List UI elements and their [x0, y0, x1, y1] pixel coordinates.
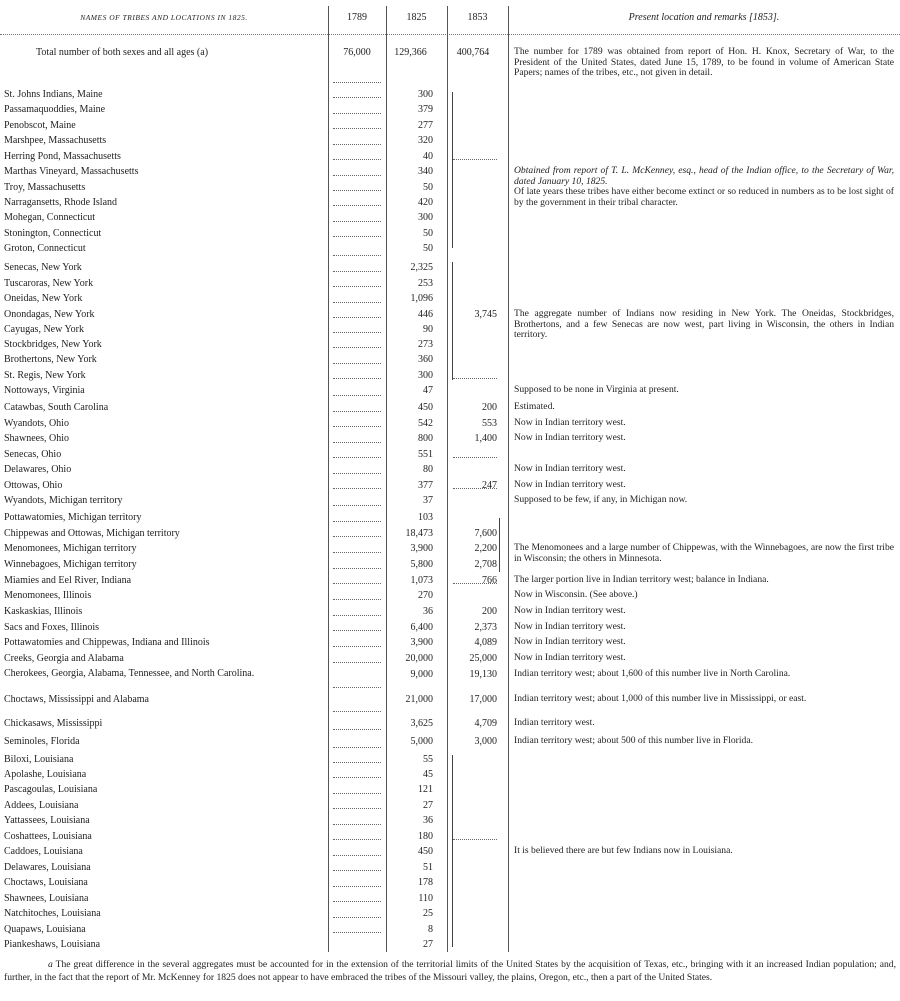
remark-text: Now in Indian territory west.: [514, 463, 626, 474]
value-1825: 121: [418, 784, 433, 795]
table-row: [0, 635, 900, 650]
tribe-name: [4, 164, 326, 179]
value-1825: 9,000: [410, 669, 433, 680]
table-row: [0, 875, 900, 890]
value-1825: 110: [418, 893, 433, 904]
remark-text: Indian territory west.: [514, 717, 595, 728]
tribe-name-text: Nottoways, Virginia: [4, 385, 85, 396]
value-1825: 270: [418, 590, 433, 601]
value-1853: 3,745: [474, 309, 497, 320]
value-1825: 178: [418, 877, 433, 888]
remark: [514, 846, 894, 857]
remark: [514, 669, 894, 680]
tribe-name-text: Shawnees, Ohio: [4, 433, 69, 444]
remark: [514, 495, 894, 506]
tribe-name-text: Menomonees, Michigan territory: [4, 543, 137, 554]
tribe-name-text: Marthas Vineyard, Massachusetts: [4, 166, 139, 177]
value-1825: 300: [418, 370, 433, 381]
tribe-name: [4, 368, 326, 383]
table-row: [0, 352, 900, 367]
tribe-name-text: Wyandots, Michigan territory: [4, 495, 123, 506]
table-row: [0, 588, 900, 603]
table-row: [0, 102, 900, 117]
table-row: [0, 667, 900, 682]
tribe-name: [4, 813, 326, 828]
table-row: [0, 431, 900, 446]
tribe-name-text: Oneidas, New York: [4, 293, 83, 304]
tribe-name-text: Chippewas and Ottowas, Michigan territory: [4, 528, 180, 539]
value-1825: 21,000: [405, 694, 433, 705]
tribe-name-text: Tuscaroras, New York: [4, 278, 94, 289]
value-1825: 300: [418, 212, 433, 223]
table-row: [0, 573, 900, 588]
value-1853: 4,709: [474, 718, 497, 729]
header-1853: 1853: [467, 12, 488, 23]
tribe-name: [4, 180, 326, 195]
value-1825: 90: [423, 324, 433, 335]
value-1853: 200: [482, 402, 497, 413]
tribe-name: [4, 383, 326, 398]
remark: [514, 402, 894, 413]
tribe-name: [4, 573, 326, 588]
value-1825: 450: [418, 402, 433, 413]
value-1825: 18,473: [405, 528, 433, 539]
tribe-name-text: Delawares, Ohio: [4, 464, 72, 475]
tribe-name: [4, 118, 326, 133]
table-row: [0, 337, 900, 352]
header-remarks: Present location and remarks [1853].: [628, 12, 780, 23]
remark: [514, 694, 894, 705]
table-row: [0, 782, 900, 797]
tribe-name: [4, 782, 326, 797]
bracket-louisiana: [452, 755, 453, 947]
value-1825: 277: [418, 120, 433, 131]
tribe-name: [4, 604, 326, 619]
table-row: [0, 180, 900, 195]
tribe-name-text: Troy, Massachusetts: [4, 182, 86, 193]
remark: [514, 590, 894, 601]
remark-text: Now in Indian territory west.: [514, 652, 626, 663]
tribe-name: [4, 752, 326, 767]
table-row: [0, 368, 900, 383]
table-row: [0, 541, 900, 564]
tribe-name: [4, 906, 326, 921]
tribe-name-text: Apolashe, Louisiana: [4, 769, 87, 780]
tribe-name-text: Caddoes, Louisiana: [4, 846, 83, 857]
table-row: [0, 195, 900, 210]
tribe-name: [4, 767, 326, 782]
tribe-name-text: Seminoles, Florida: [4, 736, 80, 747]
tribe-name: [4, 226, 326, 241]
value-1853: 1,400: [474, 433, 497, 444]
tribe-name: [4, 337, 326, 352]
value-1853: 7,600: [474, 528, 497, 539]
remark: [514, 653, 894, 664]
remark-text: Indian territory west; about 1,000 of this number live in Mississippi, or east.: [514, 693, 807, 704]
remark-text: Supposed to be few, if any, in Michigan now.: [514, 494, 688, 505]
value-1825: 300: [418, 89, 433, 100]
value-1825: 360: [418, 354, 433, 365]
tribe-name: [4, 541, 326, 556]
value-1825: 5,000: [410, 736, 433, 747]
value-1825: 45: [423, 769, 433, 780]
tribe-name-text: Brothertons, New York: [4, 354, 97, 365]
tribe-name-text: Miamies and Eel River, Indiana: [4, 575, 132, 586]
value-1825: 3,900: [410, 543, 433, 554]
bracket-new-york: [452, 262, 453, 380]
table-row: [0, 829, 900, 844]
tribe-name-text: Piankeshaws, Louisiana: [4, 939, 101, 950]
table-row: [0, 400, 900, 415]
tribe-name-text: Groton, Connecticut: [4, 243, 86, 254]
remark: [514, 736, 894, 747]
tribe-name-text: Delawares, Louisiana: [4, 862, 91, 873]
tribe-name-text: Creeks, Georgia and Alabama: [4, 653, 124, 664]
tribe-name: [4, 260, 326, 275]
total-row: [0, 45, 900, 78]
tribe-name-text: St. Regis, New York: [4, 370, 86, 381]
footnote-text: The great difference in the several aggregates must be accounted for in the extension of the territorial limits of the United States by the acquisition of Texas, etc., bringing with it an increased Indian population; and, further, in the fact that the report of Mr. McKenney for 1825 does not appear to have embraced the tribes of the Missouri valley, the plains, Oregon, etc., then a part of the United States.: [4, 959, 896, 983]
value-1825: 51: [423, 862, 433, 873]
value-1825: 551: [418, 449, 433, 460]
remark-text: The Menomonees and a large number of Chippewas, with the Winnebagoes, are now the first tribe in Wisconsin; the others in Minnesota.: [514, 542, 894, 564]
tribe-name: [4, 844, 326, 859]
tribe-name: [4, 416, 326, 431]
table-row: [0, 291, 900, 306]
value-1853: 2,200: [474, 543, 497, 554]
remark-text-2: Of late years these tribes have either become extinct or so reduced in numbers as to be lost sight of by the government in their tribal character.: [514, 186, 894, 208]
table-row: [0, 260, 900, 275]
remark-text: Now in Indian territory west.: [514, 605, 626, 616]
value-1825: 1,073: [410, 575, 433, 586]
table-row: [0, 526, 900, 541]
value-1853: 200: [482, 606, 497, 617]
table-row: [0, 692, 900, 707]
value-1825: 340: [418, 166, 433, 177]
table-row: [0, 478, 900, 493]
table-row: [0, 922, 900, 937]
tribe-name-text: Pottawatomies, Michigan territory: [4, 512, 142, 523]
table-row: [0, 493, 900, 508]
tribe-name-text: Cherokees, Georgia, Alabama, Tennessee, and North Carolina.: [4, 669, 255, 679]
value-1825: 320: [418, 135, 433, 146]
value-1825: 25: [423, 908, 433, 919]
tribe-name-text: Coshattees, Louisiana: [4, 831, 92, 842]
remark: [514, 575, 894, 586]
table-row: [0, 149, 900, 164]
table-row: [0, 118, 900, 133]
table-row: [0, 557, 900, 572]
tribe-name-text: Stonington, Connecticut: [4, 228, 102, 239]
value-1825: 36: [423, 606, 433, 617]
tribe-name: [4, 210, 326, 225]
table-row: [0, 891, 900, 906]
remark: [514, 464, 894, 475]
remark-text: Now in Wisconsin. (See above.): [514, 589, 638, 600]
value-1825: 446: [418, 309, 433, 320]
tribe-name-text: Wyandots, Ohio: [4, 418, 69, 429]
value-1853: 19,130: [469, 669, 497, 680]
table-row: [0, 860, 900, 875]
tribe-name: [4, 352, 326, 367]
footnote-marker: a: [48, 959, 53, 970]
value-1825: 180: [418, 831, 433, 842]
table-row: [0, 813, 900, 828]
remark: [514, 637, 894, 648]
value-1825: 5,800: [410, 559, 433, 570]
value-1825: 379: [418, 104, 433, 115]
tribe-name: [4, 149, 326, 164]
value-1825: 55: [423, 754, 433, 765]
remark: [514, 606, 894, 617]
tribe-name-text: Quapaws, Louisiana: [4, 924, 86, 935]
total-remark: The number for 1789 was obtained from report of Hon. H. Knox, Secretary of War, to the President of the United States, dated June 15, 1789, to be found in volume of American State Papers; names of the tribes, etc., not given in detail.: [514, 46, 894, 78]
remark: [514, 480, 894, 491]
remark-text: Now in Indian territory west.: [514, 621, 626, 632]
table-row: [0, 416, 900, 431]
value-1825: 8: [428, 924, 433, 935]
bracket-new-england: [452, 92, 453, 248]
value-1825: 40: [423, 151, 433, 162]
value-1825: 50: [423, 228, 433, 239]
tribe-name: [4, 195, 326, 210]
tribe-name-text: Onondagas, New York: [4, 309, 95, 320]
tribe-name: [4, 322, 326, 337]
value-1853: 247: [482, 480, 497, 491]
tribe-name: [4, 478, 326, 493]
remark-text: Now in Indian territory west.: [514, 417, 626, 428]
tribe-name: [4, 922, 326, 937]
value-1825: 103: [418, 512, 433, 523]
table-row: [0, 241, 900, 256]
header-1789: 1789: [347, 12, 367, 23]
tribe-name: [4, 716, 326, 731]
table-row: [0, 798, 900, 813]
header-1825: 1825: [406, 12, 427, 23]
tribe-name: [4, 431, 326, 446]
remark-text: The aggregate number of Indians now residing in New York. The Oneidas, Stockbridges, Brothertons, and a few Senecas are now west, part living in Wisconsin, the others in Indian territory.: [514, 308, 894, 340]
tribe-name-text: Addees, Louisiana: [4, 800, 79, 811]
tribe-name: [4, 937, 326, 952]
tribe-name-text: Pascagoulas, Louisiana: [4, 784, 98, 795]
table-row: [0, 937, 900, 952]
table-row: [0, 716, 900, 731]
value-1853: 553: [482, 418, 497, 429]
total-1825: 129,366: [394, 47, 427, 58]
tribe-name-text: Penobscot, Maine: [4, 120, 76, 131]
tribe-name: [4, 635, 326, 650]
tribe-name: [4, 493, 326, 508]
value-1825: 80: [423, 464, 433, 475]
tribe-name-text: Ottowas, Ohio: [4, 480, 63, 491]
remark-text: Now in Indian territory west.: [514, 432, 626, 443]
value-1853: 25,000: [469, 653, 497, 664]
tribe-name-text: St. Johns Indians, Maine: [4, 89, 103, 100]
tribe-name: [4, 620, 326, 635]
tribe-name-text: Senecas, New York: [4, 262, 82, 273]
value-1853: 2,708: [474, 559, 497, 570]
value-1825: 542: [418, 418, 433, 429]
tribe-name-text: Mohegan, Connecticut: [4, 212, 96, 223]
tribe-name-text: Biloxi, Louisiana: [4, 754, 74, 765]
tribe-name: [4, 241, 326, 256]
tribe-name-text: Pottawatomies and Chippewas, Indiana and Illinois: [4, 637, 210, 648]
tribe-name-text: Stockbridges, New York: [4, 339, 102, 350]
remark-text: Obtained from report of T. L. McKenney, esq., head of the Indian office, to the Secretary of War, dated January 10, 1825.: [514, 165, 894, 187]
tribe-name-text: Winnebagoes, Michigan territory: [4, 559, 137, 570]
tribe-name: [4, 87, 326, 102]
bracket-michigan: [499, 518, 500, 572]
value-1825: 800: [418, 433, 433, 444]
value-1825: 27: [423, 939, 433, 950]
tribe-name-text: Chickasaws, Mississippi: [4, 718, 103, 729]
value-1825: 50: [423, 182, 433, 193]
value-1825: 37: [423, 495, 433, 506]
tribe-name-text: Shawnees, Louisiana: [4, 893, 89, 904]
remark: [514, 622, 894, 633]
value-1825: 50: [423, 243, 433, 254]
remark: [514, 385, 894, 396]
remark-text: Indian territory west; about 500 of this number live in Florida.: [514, 735, 754, 746]
tribe-name: [4, 588, 326, 603]
tribe-name: [4, 133, 326, 148]
value-1825: 36: [423, 815, 433, 826]
tribe-name: [4, 557, 326, 572]
remark-text: Supposed to be none in Virginia at present.: [514, 384, 679, 395]
tribe-name-text: Choctaws, Louisiana: [4, 877, 88, 888]
header-rule: [0, 34, 900, 35]
tribe-name: [4, 447, 326, 462]
remark: [514, 433, 894, 444]
tribe-name: [4, 692, 326, 707]
table-row: [0, 604, 900, 619]
tribe-name: [4, 829, 326, 844]
table-row: [0, 322, 900, 337]
value-1825: 3,900: [410, 637, 433, 648]
total-1789: 76,000: [343, 47, 371, 58]
tribe-name-text: Catawbas, South Carolina: [4, 402, 109, 413]
value-1825: 420: [418, 197, 433, 208]
footnote: [4, 958, 896, 984]
value-1853: 3,000: [474, 736, 497, 747]
remark-text: The larger portion live in Indian territory west; balance in Indiana.: [514, 574, 769, 585]
tribe-name-text: Senecas, Ohio: [4, 449, 62, 460]
tribe-name-text: Sacs and Foxes, Illinois: [4, 622, 99, 633]
tribe-name-text: Cayugas, New York: [4, 324, 84, 335]
tribe-name: [4, 891, 326, 906]
table-row: [0, 133, 900, 148]
table-row: [0, 734, 900, 749]
table-row: [0, 651, 900, 666]
tribe-name-text: Menomonees, Illinois: [4, 590, 92, 601]
tribe-name-text: Narragansetts, Rhode Island: [4, 197, 118, 208]
value-1825: 450: [418, 846, 433, 857]
table-row: [0, 383, 900, 398]
remark-text: It is believed there are but few Indians now in Louisiana.: [514, 845, 733, 856]
remark-text: Estimated.: [514, 401, 555, 412]
remark-text: Now in Indian territory west.: [514, 479, 626, 490]
total-label: Total number of both sexes and all ages (a): [36, 47, 209, 58]
value-1853: 2,373: [474, 622, 497, 633]
value-1853: 766: [482, 575, 497, 586]
remark-text: Now in Indian territory west.: [514, 636, 626, 647]
tribe-name: [4, 400, 326, 415]
value-1825: 47: [423, 385, 433, 396]
tribe-name: [4, 307, 326, 322]
tribe-name: [4, 669, 326, 679]
value-1825: 273: [418, 339, 433, 350]
tribe-name: [4, 798, 326, 813]
tribe-name: [4, 510, 326, 525]
table-row: [0, 462, 900, 477]
table-row: [0, 510, 900, 525]
tribe-name: [4, 291, 326, 306]
tribe-name-text: Choctaws, Mississippi and Alabama: [4, 694, 149, 705]
value-1825: 253: [418, 278, 433, 289]
table-row: [0, 210, 900, 225]
tribe-name-text: Herring Pond, Massachusetts: [4, 151, 121, 162]
value-1853: 17,000: [469, 694, 497, 705]
table-row: [0, 447, 900, 462]
value-1825: 377: [418, 480, 433, 491]
tribe-name: [4, 102, 326, 117]
tribe-name: [4, 276, 326, 291]
value-1825: 3,625: [410, 718, 433, 729]
table-row: [0, 276, 900, 291]
table-row: [0, 226, 900, 241]
tribe-name: [4, 526, 326, 541]
tribe-name-text: Yattassees, Louisiana: [4, 815, 90, 826]
tribe-name: [4, 734, 326, 749]
value-1825: 20,000: [405, 653, 433, 664]
tribe-name: [4, 875, 326, 890]
tribe-name: [4, 860, 326, 875]
table-row: [0, 620, 900, 635]
value-1853: 4,089: [474, 637, 497, 648]
tribe-name-text: Passamaquoddies, Maine: [4, 104, 106, 115]
tribe-name: [4, 651, 326, 666]
table-row: [0, 87, 900, 102]
value-1825: 6,400: [410, 622, 433, 633]
remark: [514, 718, 894, 729]
remark: [514, 418, 894, 429]
tribe-name-text: Marshpee, Massachusetts: [4, 135, 107, 146]
tribe-name-text: Kaskaskias, Illinois: [4, 606, 83, 617]
remark-text: Indian territory west; about 1,600 of this number live in North Carolina.: [514, 668, 791, 679]
table-row: [0, 752, 900, 767]
header-names: NAMES OF TRIBES AND LOCATIONS IN 1825.: [80, 13, 248, 22]
tribe-name: [4, 462, 326, 477]
value-1825: 27: [423, 800, 433, 811]
tribe-name-text: Natchitoches, Louisiana: [4, 908, 101, 919]
value-1825: 2,325: [410, 262, 433, 273]
total-1853: 400,764: [456, 47, 490, 58]
table-row: [0, 767, 900, 782]
value-1825: 1,096: [410, 293, 433, 304]
table-row: [0, 906, 900, 921]
table-row: [0, 844, 900, 859]
